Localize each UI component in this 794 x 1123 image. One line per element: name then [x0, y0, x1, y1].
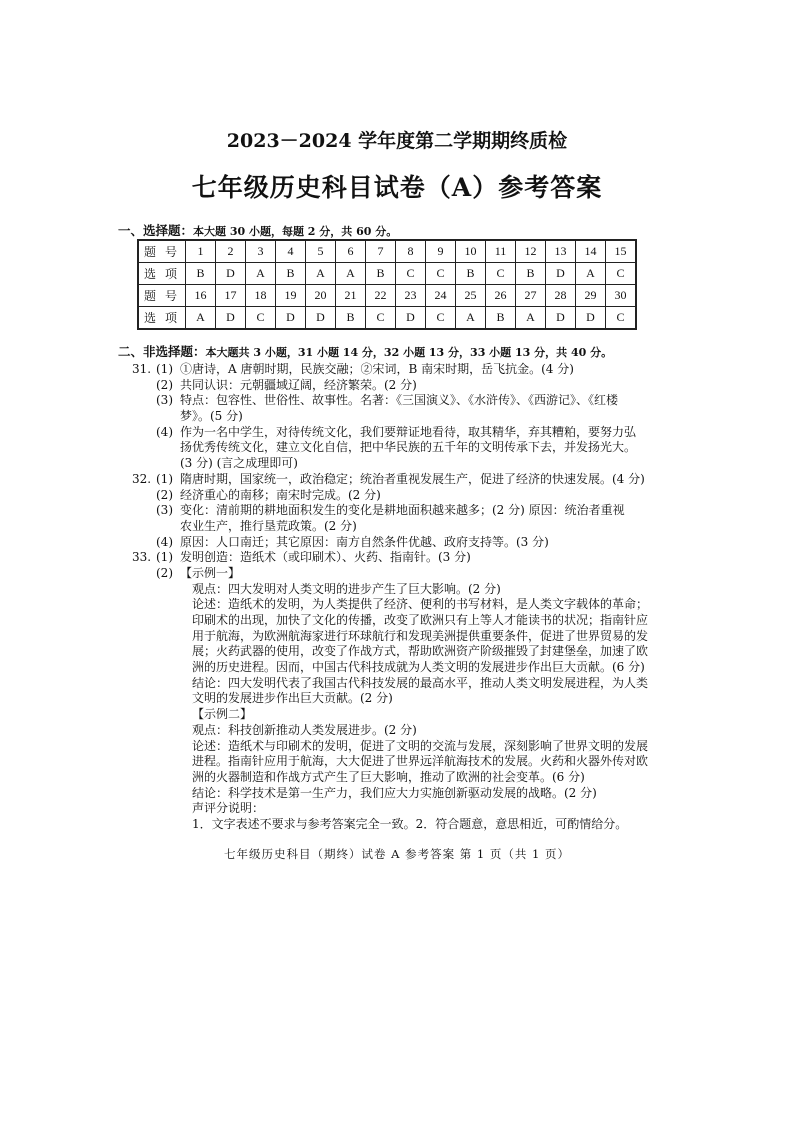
answer-cell: C — [606, 263, 637, 285]
answer-cell: A — [576, 263, 606, 285]
question-number-cell: 8 — [396, 240, 426, 263]
section-1-desc: 本大题 30 小题，每题 2 分，共 60 分。 — [193, 225, 398, 238]
answer-line — [132, 597, 672, 613]
sub-question-number: (2) — [156, 377, 173, 392]
answer-cell: C — [366, 307, 396, 330]
answer-line — [132, 801, 672, 817]
question-number-cell: 7 — [366, 240, 396, 263]
page-footer: 七年级历史科目（期终）试卷 A 参考答案 第 1 页（共 1 页） — [223, 847, 571, 861]
question-number-cell: 15 — [606, 240, 637, 263]
section-2-title: 二、非选择题： — [118, 344, 206, 359]
answer-line — [132, 660, 672, 676]
sub-question-number: (2) — [156, 565, 173, 580]
table-row-answer-2 — [138, 307, 636, 330]
answer-text-continued: 结论：科学技术是第一生产力，我们应大力实施创新驱动发展的战略。(2 分) — [192, 785, 597, 800]
answer-cell: B — [456, 263, 486, 285]
answer-line — [132, 691, 672, 707]
sub-question-number: (4) — [156, 534, 173, 549]
answer-cell: B — [486, 307, 516, 330]
section-2-heading — [118, 342, 612, 360]
answer-line — [132, 613, 672, 629]
section-1-title: 一、选择题： — [118, 223, 194, 238]
sub-question-number: (3) — [156, 503, 173, 518]
row-label: 题 号 — [138, 285, 186, 307]
answer-text: 原因：人口南迁；其它原因：南方自然条件优越、政府支持等。(3 分) — [180, 534, 549, 549]
answer-key-title: 七年级历史科目试卷（A）参考答案 — [191, 173, 603, 202]
sub-question-number: (3) — [156, 393, 173, 408]
question-number-cell: 19 — [276, 285, 306, 307]
answer-text: ①唐诗，A 唐朝时期，民族交融；②宋词，B 南宋时期，岳飞抗金。(4 分) — [180, 362, 574, 376]
answer-line — [132, 378, 672, 394]
answer-cell: B — [336, 307, 366, 330]
question-number-cell: 13 — [546, 240, 576, 263]
answer-text-continued: (3 分) (言之成理即可) — [180, 456, 298, 471]
answer-cell: D — [546, 307, 576, 330]
table-row-answer-1 — [138, 263, 636, 285]
answer-cell: A — [306, 263, 336, 285]
row-label: 题 号 — [138, 240, 186, 263]
answer-line — [132, 503, 672, 519]
question-number-cell: 18 — [246, 285, 276, 307]
question-number-cell: 11 — [486, 240, 516, 263]
question-number-cell: 3 — [246, 240, 276, 263]
answer-cell: D — [216, 263, 246, 285]
answer-text: 经济重心的南移；南宋时完成。(2 分) — [180, 487, 381, 502]
sub-question-number: (4) — [156, 424, 173, 439]
question-number-cell: 9 — [426, 240, 456, 263]
answer-line — [132, 472, 672, 488]
answer-text-continued: 洲的历史进程。因而，中国古代科技成就为人类文明的发展进步作出巨大贡献。(6 分) — [192, 660, 645, 675]
question-number-cell: 24 — [426, 285, 456, 307]
answer-line — [132, 644, 672, 660]
answer-line — [132, 535, 672, 551]
question-number: 32. — [132, 471, 152, 486]
answer-cell: A — [516, 307, 546, 330]
answer-text-continued: 印刷术的出现，加快了文化的传播，改变了欧洲只有上等人才能读书的状况；指南针应 — [192, 613, 649, 627]
sub-question-number: (2) — [156, 487, 173, 502]
answer-line — [132, 707, 672, 723]
answer-text-continued: 观点：四大发明对人类文明的进步产生了巨大影响。(2 分) — [192, 581, 501, 596]
answer-line — [132, 550, 672, 566]
question-number-cell: 29 — [576, 285, 606, 307]
answer-line — [132, 754, 672, 770]
answer-text-continued: 1．文字表述不要求与参考答案完全一致。2．符合题意，意思相近，可酌情给分。 — [192, 816, 628, 831]
answer-text-continued: 梦》。(5 分) — [180, 409, 243, 424]
question-number-cell: 21 — [336, 285, 366, 307]
question-number-cell: 30 — [606, 285, 637, 307]
question-number-cell: 23 — [396, 285, 426, 307]
answer-text-continued: 洲的火器制造和作战方式产生了巨大影响，推动了欧洲的社会变革。(6 分) — [192, 769, 585, 784]
answer-text-continued: 农业生产，推行垦荒政策。(2 分) — [180, 518, 357, 533]
answer-body — [132, 362, 672, 833]
answer-line — [132, 456, 672, 472]
answer-text-continued: 【示例二】 — [192, 707, 253, 722]
answer-text-continued: 用于航海，为欧洲航海家进行环球航行和发现美洲提供重要条件，促进了世界贸易的发 — [192, 628, 649, 643]
question-number-cell: 25 — [456, 285, 486, 307]
answer-cell: D — [576, 307, 606, 330]
answer-line — [132, 362, 672, 378]
answer-cell: C — [606, 307, 637, 330]
answer-line — [132, 519, 672, 535]
answer-table — [137, 239, 637, 330]
answer-text-continued: 论述：造纸术的发明，为人类提供了经济、便利的书写材料，是人类文字载体的革命； — [192, 597, 649, 612]
question-number-cell: 4 — [276, 240, 306, 263]
answer-line — [132, 488, 672, 504]
answer-text-continued: 论述：造纸术与印刷术的发明，促进了文明的交流与发展，深刻影响了世界文明的发展 — [192, 738, 649, 753]
question-number: 33. — [132, 550, 152, 565]
answer-cell: A — [336, 263, 366, 285]
answer-line — [132, 770, 672, 786]
answer-line — [132, 817, 672, 833]
answer-text-continued: 展；火药武器的使用，改变了作战方式，帮助欧洲资产阶级摧毁了封建堡垒，加速了欧 — [192, 644, 649, 659]
answer-text: 隋唐时期，国家统一，政治稳定；统治者重视发展生产，促进了经济的快速发展。(4 分) — [180, 471, 645, 486]
answer-cell: C — [486, 263, 516, 285]
answer-line — [132, 566, 672, 582]
table-row-question-2 — [138, 285, 636, 307]
question-number-cell: 20 — [306, 285, 336, 307]
answer-cell: A — [246, 263, 276, 285]
answer-cell: D — [306, 307, 336, 330]
exam-session-title: 2023－2024 学年度第二学期期终质检 — [226, 130, 568, 152]
answer-cell: C — [396, 263, 426, 285]
answer-text: 特点：包容性、世俗性、故事性。名著：《三国演义》、《水浒传》、《西游记》、《红楼 — [180, 393, 619, 408]
question-number-cell: 26 — [486, 285, 516, 307]
answer-line — [132, 425, 672, 441]
answer-cell: B — [186, 263, 216, 285]
answer-text: 共同认识：元朝疆域辽阔，经济繁荣。(2 分) — [180, 377, 417, 392]
answer-cell: A — [456, 307, 486, 330]
question-number-cell: 6 — [336, 240, 366, 263]
answer-line — [132, 629, 672, 645]
answer-text: 作为一名中学生，对待传统文化，我们要辩证地看待，取其精华，弃其糟粕，要努力弘 — [180, 424, 637, 439]
table-row-question-1 — [138, 240, 636, 263]
question-number-cell: 27 — [516, 285, 546, 307]
question-number-cell: 5 — [306, 240, 336, 263]
section-1-heading — [118, 221, 397, 239]
section-2-desc: 本大题共 3 小题，31 小题 14 分，32 小题 13 分，33 小题 13 分，共 40 分。 — [205, 346, 613, 359]
sub-question-number: (1) — [156, 550, 173, 565]
answer-cell: D — [216, 307, 246, 330]
answer-line — [132, 676, 672, 692]
answer-line — [132, 582, 672, 598]
answer-line — [132, 409, 672, 425]
question-number-cell: 10 — [456, 240, 486, 263]
answer-text: 变化：清前期的耕地面积发生的变化是耕地面积越来越多；(2 分) 原因：统治者重视 — [180, 503, 625, 518]
answer-cell: B — [516, 263, 546, 285]
answer-cell: D — [276, 307, 306, 330]
sub-question-number: (1) — [156, 471, 173, 486]
row-label: 选 项 — [138, 307, 186, 330]
answer-text: 发明创造：造纸术（或印刷术）、火药、指南针。(3 分) — [180, 550, 471, 565]
question-number-cell: 17 — [216, 285, 246, 307]
row-label: 选 项 — [138, 263, 186, 285]
question-number-cell: 22 — [366, 285, 396, 307]
question-number-cell: 28 — [546, 285, 576, 307]
answer-line — [132, 739, 672, 755]
answer-text-continued: 进程。指南针应用于航海，大大促进了世界远洋航海技术的发展。火药和火器外传对欧 — [192, 754, 649, 769]
question-number-cell: 12 — [516, 240, 546, 263]
answer-cell: C — [246, 307, 276, 330]
answer-text-continued: 结论：四大发明代表了我国古代科技发展的最高水平，推动人类文明发展进程，为人类 — [192, 675, 649, 690]
answer-line — [132, 786, 672, 802]
question-number-cell: 14 — [576, 240, 606, 263]
answer-text-continued: 扬优秀传统文化，建立文化自信，把中华民族的五千年的文明传承下去，并发扬光大。 — [180, 440, 637, 455]
answer-cell: C — [426, 263, 456, 285]
question-number-cell: 2 — [216, 240, 246, 263]
answer-cell: C — [426, 307, 456, 330]
answer-cell: B — [366, 263, 396, 285]
question-number-cell: 1 — [186, 240, 216, 263]
answer-text: 【示例一】 — [180, 565, 241, 580]
question-number: 31. — [132, 362, 152, 376]
answer-line — [132, 440, 672, 456]
answer-cell: A — [186, 307, 216, 330]
answer-cell: B — [276, 263, 306, 285]
answer-cell: D — [396, 307, 426, 330]
answer-line — [132, 723, 672, 739]
answer-cell: D — [546, 263, 576, 285]
answer-line — [132, 393, 672, 409]
question-number-cell: 16 — [186, 285, 216, 307]
answer-text-continued: 文明的发展进步作出巨大贡献。(2 分) — [192, 691, 393, 706]
answer-text-continued: 观点：科技创新推动人类发展进步。(2 分) — [192, 722, 417, 737]
answer-text-continued: 声评分说明： — [192, 801, 265, 816]
sub-question-number: (1) — [156, 362, 173, 376]
